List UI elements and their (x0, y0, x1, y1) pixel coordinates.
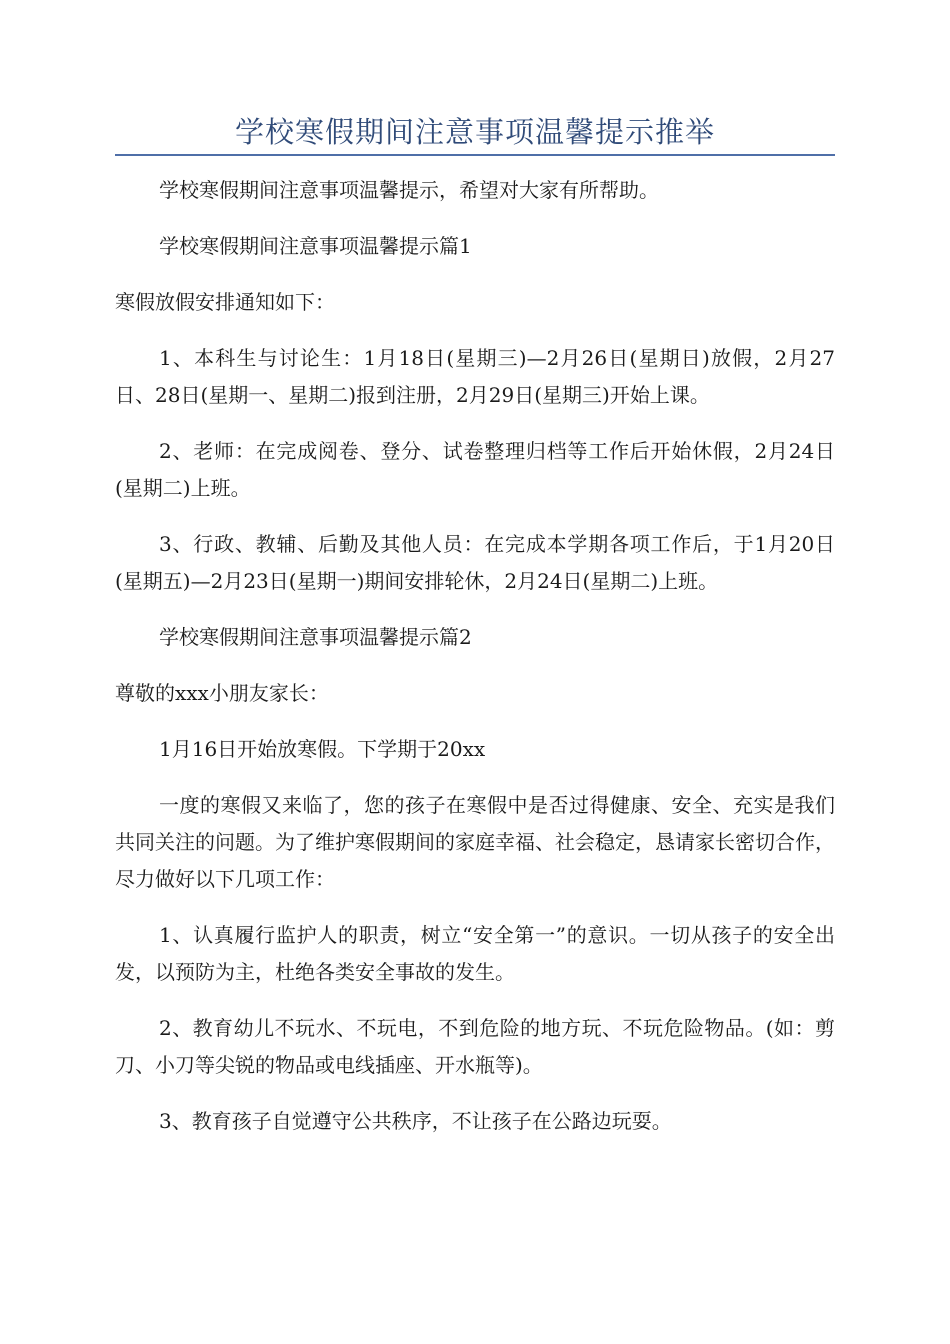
salutation: 尊敬的xxx小朋友家长： (115, 681, 329, 705)
document-title: 学校寒假期间注意事项温馨提示推举 (234, 115, 715, 149)
safety-item-2: 2、教育幼儿不玩水、不玩电，不到危险的地方玩、不玩危险物品。(如：剪刀、小刀等尖锐的物品或电线插座、开水瓶等)。 (115, 1016, 835, 1077)
document-body (115, 172, 835, 1159)
safety-item-1: 1、认真履行监护人的职责，树立“安全第一”的意识。一切从孩子的安全出发，以预防为主，杜绝各类安全事故的发生。 (115, 923, 835, 984)
schedule-item-2: 2、老师：在完成阅卷、登分、试卷整理归档等工作后开始休假，2月24日(星期二)上班。 (115, 439, 835, 500)
intro-paragraph: 学校寒假期间注意事项温馨提示，希望对大家有所帮助。 (159, 178, 659, 202)
title-underline (115, 154, 835, 156)
schedule-item-3: 3、行政、教辅、后勤及其他人员：在完成本学期各项工作后，于1月20日(星期五)—2月23日(星期一)期间安排轮休，2月24日(星期二)上班。 (115, 532, 835, 593)
holiday-start-paragraph: 1月16日开始放寒假。下学期于20xx (159, 737, 486, 761)
schedule-item-1: 1、本科生与讨论生：1月18日(星期三)—2月26日(星期日)放假，2月27日、28日(星期一、星期二)报到注册，2月29日(星期三)开始上课。 (115, 346, 835, 407)
parents-request-paragraph: 一度的寒假又来临了，您的孩子在寒假中是否过得健康、安全、充实是我们共同关注的问题。为了维护寒假期间的家庭幸福、社会稳定，恳请家长密切合作，尽力做好以下几项工作： (115, 793, 835, 891)
notice-lead: 寒假放假安排通知如下： (115, 290, 335, 314)
section-heading-2: 学校寒假期间注意事项温馨提示篇2 (159, 625, 472, 649)
safety-item-3: 3、教育孩子自觉遵守公共秩序，不让孩子在公路边玩耍。 (159, 1109, 672, 1133)
section-heading-1: 学校寒假期间注意事项温馨提示篇1 (159, 234, 472, 258)
